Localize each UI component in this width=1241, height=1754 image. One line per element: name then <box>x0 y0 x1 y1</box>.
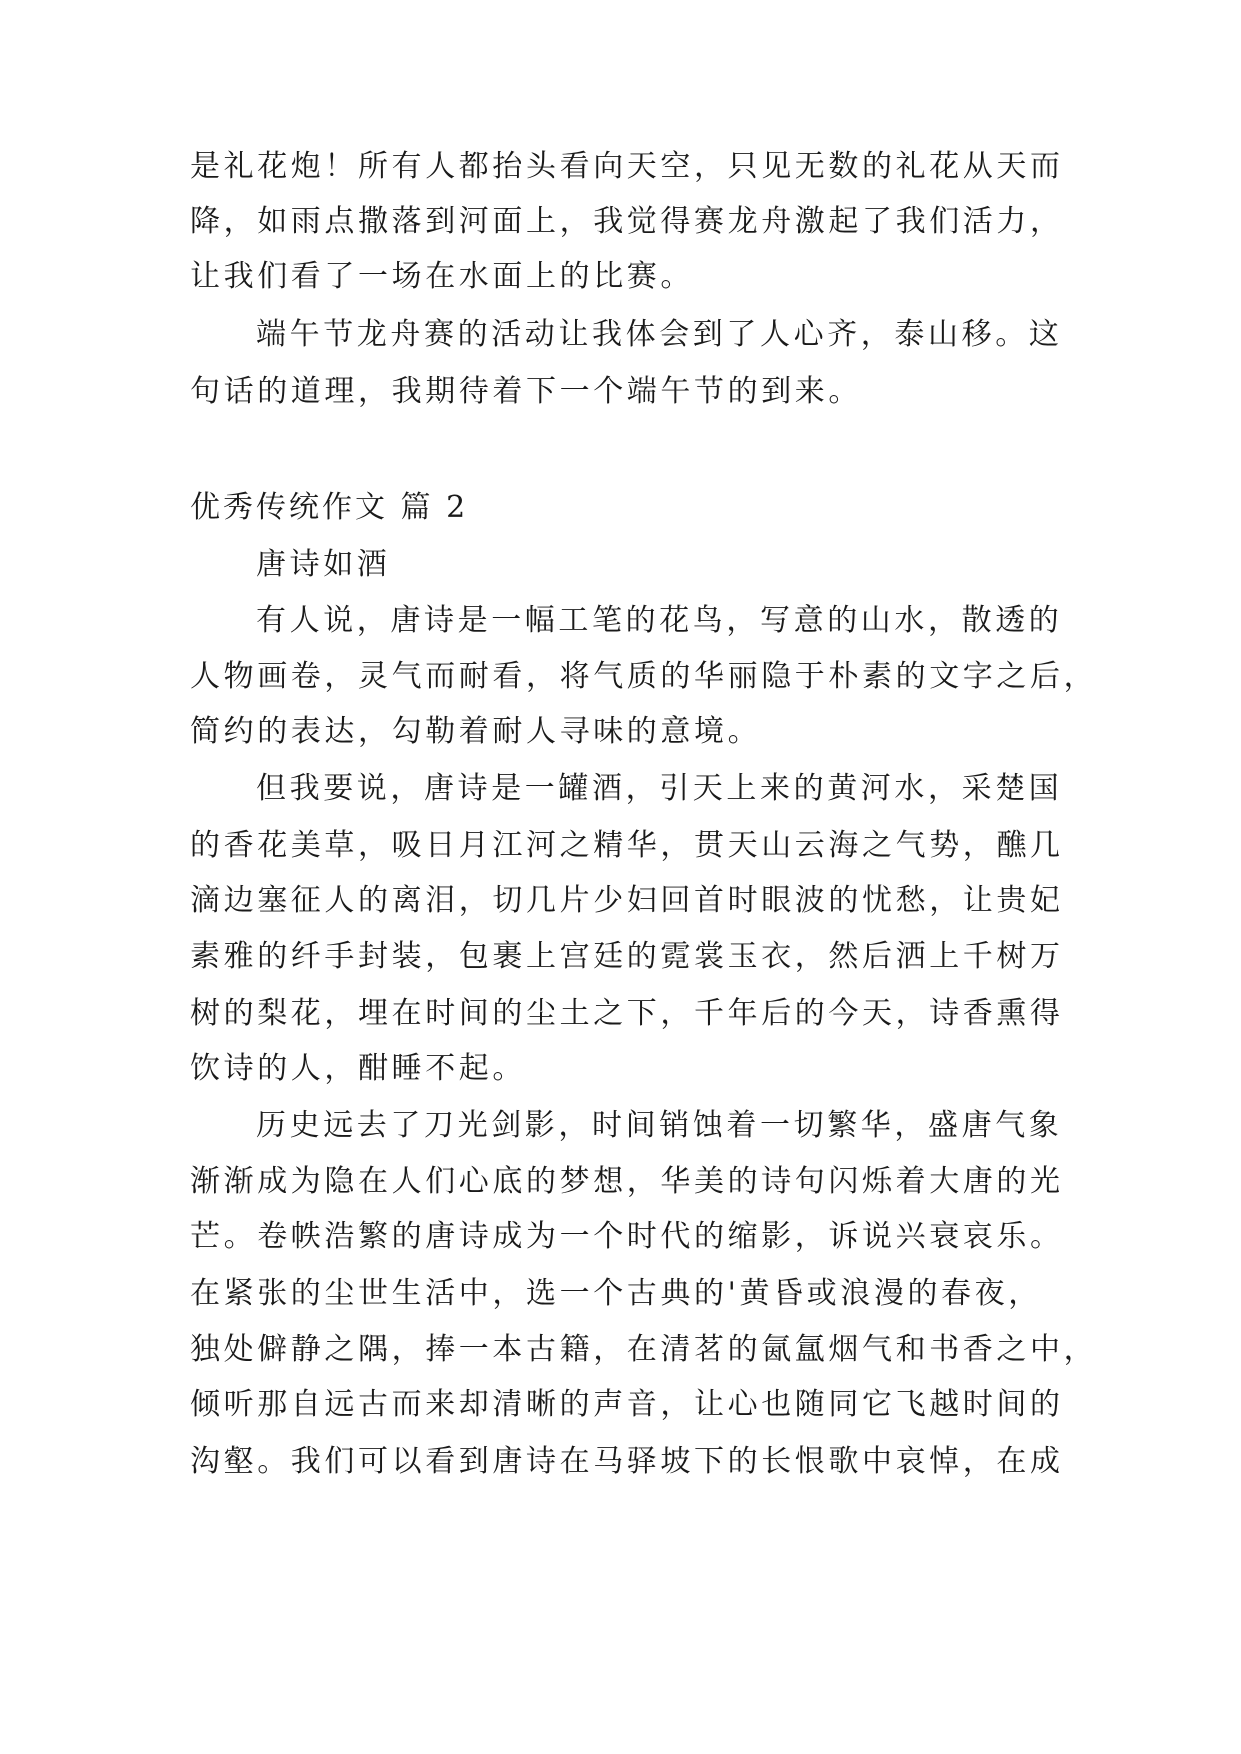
body-text-line: 句话的道理，我期待着下一个端午节的到来。 <box>190 374 862 409</box>
body-text-line: 在紧张的尘世生活中，选一个古典的'黄昏或浪漫的春夜， <box>190 1276 1042 1311</box>
body-text-line: 芒。卷帙浩繁的唐诗成为一个时代的缩影，诉说兴衰哀乐。 <box>190 1219 1064 1254</box>
body-text-line: 让我们看了一场在水面上的比赛。 <box>190 259 694 294</box>
body-text-line: 是礼花炮！所有人都抬头看向天空，只见无数的礼花从天而 <box>190 149 1064 184</box>
body-text-line: 渐渐成为隐在人们心底的梦想，华美的诗句闪烁着大唐的光 <box>190 1164 1064 1199</box>
essay-title: 唐诗如酒 <box>256 547 391 582</box>
section-heading: 优秀传统作文 篇 2 <box>190 490 469 525</box>
body-text-line: 端午节龙舟赛的活动让我体会到了人心齐，泰山移。这 <box>256 317 1063 352</box>
body-text-line: 倾听那自远古而来却清晰的声音，让心也随同它飞越时间的 <box>190 1387 1064 1422</box>
body-text-line: 沟壑。我们可以看到唐诗在马驿坡下的长恨歌中哀悼，在成 <box>190 1444 1064 1479</box>
body-text-line: 但我要说，唐诗是一罐酒，引天上来的黄河水，采楚国 <box>256 771 1063 806</box>
body-text-line: 独处僻静之隅，捧一本古籍，在清茗的氤氲烟气和书香之中， <box>190 1332 1098 1367</box>
body-text-line: 树的梨花，埋在时间的尘土之下，千年后的今天，诗香熏得 <box>190 996 1064 1031</box>
body-text-line: 滴边塞征人的离泪，切几片少妇回首时眼波的忧愁，让贵妃 <box>190 883 1064 918</box>
body-text-line: 简约的表达，勾勒着耐人寻味的意境。 <box>190 714 762 749</box>
body-text-line: 历史远去了刀光剑影，时间销蚀着一切繁华，盛唐气象 <box>256 1108 1063 1143</box>
body-text-line: 素雅的纤手封装，包裹上宫廷的霓裳玉衣，然后洒上千树万 <box>190 939 1064 974</box>
body-text-line: 饮诗的人，酣睡不起。 <box>190 1051 526 1086</box>
body-text-line: 降，如雨点撒落到河面上，我觉得赛龙舟激起了我们活力， <box>190 204 1064 239</box>
body-text-line: 的香花美草，吸日月江河之精华，贯天山云海之气势，醮几 <box>190 828 1064 863</box>
body-text-line: 人物画卷，灵气而耐看，将气质的华丽隐于朴素的文字之后， <box>190 659 1098 694</box>
body-text-line: 有人说，唐诗是一幅工笔的花鸟，写意的山水，散透的 <box>256 603 1063 638</box>
